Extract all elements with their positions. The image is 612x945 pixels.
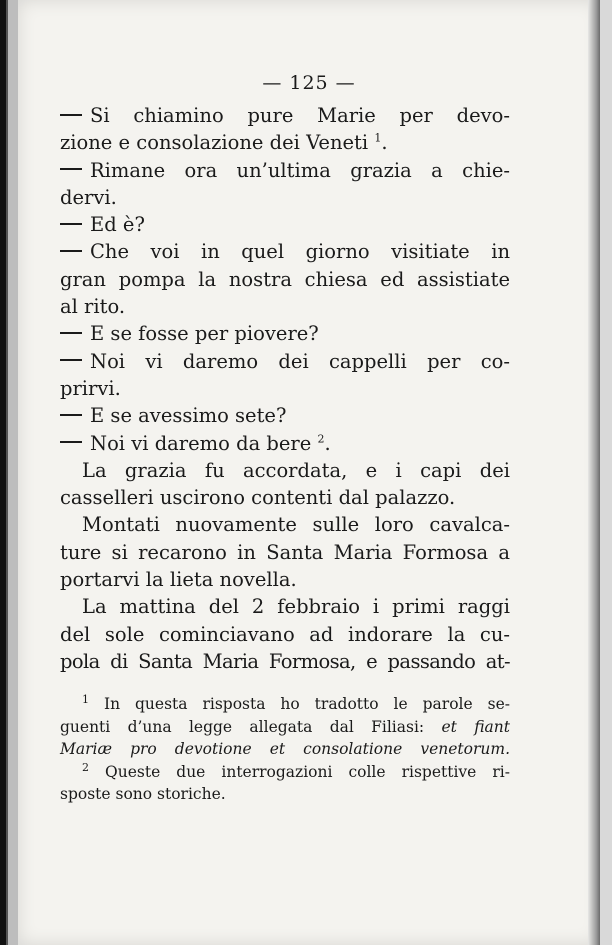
text-line: al rito.: [60, 295, 126, 319]
text-line: La grazia fu accordata, e i capi dei: [82, 458, 510, 482]
dialogue-dash: [60, 250, 82, 252]
text-line: E se avessimo sete?: [60, 402, 510, 429]
dialogue-dash: [60, 359, 82, 361]
dialogue-dash: [60, 441, 82, 443]
text-line: zione e consolazione dei Veneti $^1$.: [60, 131, 388, 155]
footnote-mark: 1: [82, 692, 89, 706]
footnote-line: $^1$ In questa risposta ho tradotto le parole se-: [82, 692, 510, 713]
text-line: gran pompa la nostra chiesa ed assistiate: [60, 267, 510, 291]
page-edge-shadow: [588, 0, 600, 945]
text-line: prirvi.: [60, 376, 121, 400]
footnote-ref: 2: [317, 432, 325, 446]
dialogue-dash: [60, 223, 82, 225]
text-line: Ed è?: [60, 211, 510, 238]
book-spine-shadow: [0, 0, 18, 945]
footnote-ref: 1: [374, 131, 382, 145]
footnote-line: sposte sono storiche.: [60, 785, 226, 803]
footnote-mark: 2: [82, 760, 89, 774]
dialogue-dash: [60, 114, 82, 116]
text-line: Che voi in quel giorno visitiate in: [60, 238, 510, 265]
text-line: Si chiamino pure Marie per devo-: [60, 102, 510, 129]
body-text: [60, 102, 510, 675]
text-line: La mattina del 2 febbraio i primi raggi: [82, 595, 510, 619]
dialogue-dash: [60, 332, 82, 334]
text-line: Noi vi daremo dei cappelli per co-: [60, 348, 510, 375]
footnote-line: Mariæ pro devotione et consolatione venetorum.: [60, 740, 510, 758]
page-number: — 125 —: [262, 72, 356, 94]
text-line: pola di Santa Maria Formosa, e passando at-: [60, 649, 510, 673]
text-line: portarvi la lieta novella.: [60, 568, 297, 592]
book-page: [18, 0, 600, 945]
text-line: dervi.: [60, 185, 117, 209]
text-line: del sole cominciavano ad indorare la cu-: [60, 622, 510, 646]
text-line: casselleri uscirono contenti dal palazzo.: [60, 486, 456, 510]
dialogue-dash: [60, 414, 82, 416]
text-line: Rimane ora un’ultima grazia a chie-: [60, 157, 510, 184]
text-line: Noi vi daremo da bere $^2$.: [60, 430, 510, 457]
footnote-line: guenti d’una legge allegata dal Filiasi: et fiant: [60, 717, 510, 736]
text-line: Montati nuovamente sulle loro cavalca-: [82, 513, 510, 537]
footnote-line: $^2$ Queste due interrogazioni colle rispettive ri-: [82, 760, 510, 781]
footnotes: [60, 693, 510, 806]
text-line: E se fosse per piovere?: [60, 320, 510, 347]
dialogue-dash: [60, 168, 82, 170]
text-line: ture si recarono in Santa Maria Formosa a: [60, 540, 510, 564]
